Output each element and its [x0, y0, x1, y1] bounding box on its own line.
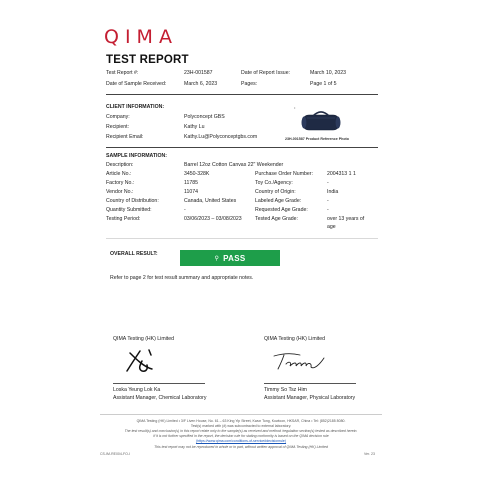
- signatory-name: Loska Yeung Lok Ka: [113, 387, 161, 393]
- divider: [106, 94, 378, 95]
- field-label: Country of Origin:: [255, 189, 296, 195]
- field-label: Article No.:: [106, 171, 132, 177]
- result-value: PASS: [223, 253, 246, 263]
- field-label: Testing Period:: [106, 216, 141, 222]
- field-label: Recipient Email:: [106, 134, 144, 140]
- pass-badge: [180, 250, 280, 266]
- field-value: -: [327, 198, 329, 204]
- footer-address: QIMA Testing (HK) Limited • 3/F Liven House, No. 61 – 63 King Yip Street, Kwun Tong, Kowloon, HKSAR, China • Tel: (852)2185 8080.: [136, 419, 346, 423]
- field-value: -: [327, 207, 329, 213]
- signatory-company: QIMA Testing (HK) Limited: [113, 336, 175, 342]
- lightbulb-icon: ⚲: [214, 255, 220, 262]
- version-label: Ver. 23: [364, 452, 375, 456]
- product-photo: [299, 108, 343, 132]
- field-value: 2004313 1 1: [327, 171, 356, 177]
- field-label: Recipient:: [106, 124, 130, 130]
- photo-marker-icon: •: [294, 105, 296, 110]
- field-value: Canada, United States: [184, 198, 237, 204]
- field-value: 11074: [184, 189, 199, 195]
- field-label: Factory No.:: [106, 180, 135, 186]
- section-heading: SAMPLE INFORMATION:: [106, 153, 167, 159]
- footer-note: Test(s) marked with (#) was subcontracted to external laboratory.: [190, 424, 292, 428]
- field-label: Vendor No.:: [106, 189, 134, 195]
- signatory-title: Assistant Manager, Physical Laboratory: [264, 395, 356, 401]
- signatory-title: Assistant Manager, Chemical Laboratory: [113, 395, 207, 401]
- report-title: TEST REPORT: [106, 54, 189, 66]
- field-value: Kathy Lu: [184, 124, 205, 130]
- signatory-name: Timmy So Tsz Him: [264, 387, 307, 393]
- field-label: Purchase Order Number:: [255, 171, 313, 177]
- field-value: 03/06/2023 – 03/08/2023: [184, 216, 242, 222]
- footer-divider: [100, 414, 382, 415]
- header-label: Test Report #:: [106, 70, 139, 76]
- header-value: Page 1 of 5: [310, 81, 337, 87]
- header-value: March 10, 2023: [310, 70, 347, 76]
- divider: [106, 238, 378, 239]
- field-value: India: [327, 189, 339, 195]
- form-code: CS-IM-RE004-FO-I: [100, 452, 130, 456]
- divider: [106, 147, 378, 148]
- header-label: Date of Report Issue:: [241, 70, 291, 76]
- signatory-company: QIMA Testing (HK) Limited: [264, 336, 326, 342]
- header-label: Date of Sample Received:: [106, 81, 167, 87]
- field-label: Company:: [106, 114, 130, 120]
- footer-note: This test report may not be reproduced in whole or in part, without written approval of QIMA Testing (HK) Limited: [154, 445, 328, 449]
- overall-result-label: OVERALL RESULT:: [110, 251, 158, 257]
- signature-line: [264, 383, 356, 384]
- field-value: over 13 years of: [327, 216, 365, 222]
- signature-line: [113, 383, 205, 384]
- field-label: Country of Distribution:: [106, 198, 159, 204]
- field-label: Requested Age Grade:: [255, 207, 308, 213]
- decision-rule-link[interactable]: (https://www.qima.com/conditions-of-service#decisionrule): [195, 439, 287, 443]
- header-value: 23H-001587: [184, 70, 213, 76]
- header-value: March 6, 2023: [184, 81, 218, 87]
- photo-caption: 23H-001587 Product Reference Photo: [285, 137, 349, 141]
- footer-note: The test result(s) and conclusion(s) in this report relate only to the sample(s) as received and method /regulation section(s) tested as described herein.: [124, 429, 358, 433]
- section-heading: CLIENT INFORMATION:: [106, 104, 165, 110]
- header-label: Pages:: [241, 81, 258, 87]
- qima-logo: QIMA: [104, 26, 178, 48]
- signature-loska: [122, 345, 158, 375]
- field-value: age: [327, 224, 336, 230]
- field-label: Description:: [106, 162, 134, 168]
- recipient-email[interactable]: Kathy.Lu@Polyconceptgbs.com: [184, 134, 258, 140]
- field-label: Labeled Age Grade:: [255, 198, 302, 204]
- signature-timmy: [270, 350, 330, 372]
- field-label: Toy Co./Agency:: [255, 180, 293, 186]
- field-label: Quantity Submitted:: [106, 207, 152, 213]
- field-value: 11785: [184, 180, 199, 186]
- field-value: Barrel 12oz Cotton Canvas 22" Weekender: [184, 162, 284, 168]
- field-value: -: [327, 180, 329, 186]
- result-note: Refer to page 2 for test result summary and appropriate notes.: [110, 275, 254, 281]
- field-value: 3450-328K: [184, 171, 210, 177]
- field-label: Tested Age Grade:: [255, 216, 298, 222]
- field-value: -: [184, 207, 186, 213]
- footer-note: If it is not further specified in the report, the decision rule for stating conformity is based on the QIMA decision rule: [153, 434, 329, 438]
- field-value: Polyconcept GBS: [184, 114, 225, 120]
